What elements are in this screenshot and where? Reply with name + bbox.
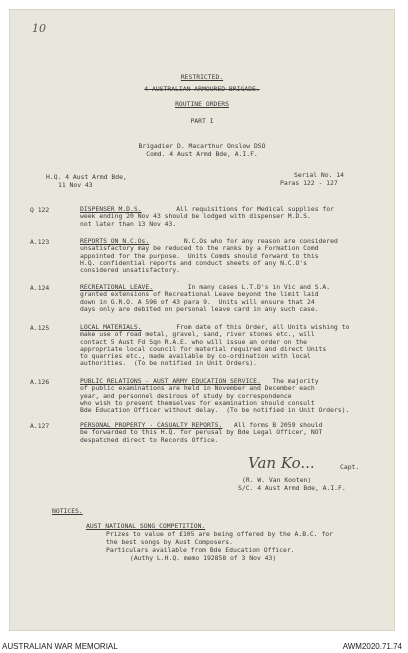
commander-role: Comd. 4 Aust Armd Bde, A.I.F. xyxy=(146,150,258,158)
hq-line: H.Q. 4 Aust Armd Bde, xyxy=(46,173,127,181)
entry-heading: PERSONAL PROPERTY - CASUALTY REPORTS. xyxy=(80,421,223,429)
archive-footer xyxy=(0,640,408,653)
signature-rank: Capt. xyxy=(340,463,360,471)
notice-line: the best songs by Aust Composers. xyxy=(106,538,233,546)
order-entry: LOCAL MATERIALS. From date of this Order, all Units wishing to make use of road metal, gravel, sand, river stones etc., will contact 5 Aust Fd Sqn R.A.E. who will issue an order on the appropriate local council for material required and direct Units to quarries etc., made available by co-ordination with local authorities. (To be notified in Unit Orders). xyxy=(80,323,350,368)
entry-number: A.126 xyxy=(30,378,50,386)
notice-line: Prizes to value of £105 are being offered by the A.B.C. for xyxy=(106,530,334,538)
entry-number: A.127 xyxy=(30,422,50,430)
signatory-name: (R. W. Van Kooten) xyxy=(242,476,312,484)
restricted-label: RESTRICTED. xyxy=(180,73,224,81)
entry-number: Q 122 xyxy=(30,206,50,214)
signatory-role: S/C. 4 Aust Armd Bde, A.I.F. xyxy=(238,484,346,492)
signature: Van Ko... xyxy=(248,454,315,472)
entry-heading: REPORTS ON N.C.Os. xyxy=(80,237,150,245)
entry-number: A.125 xyxy=(30,324,50,332)
notice-title: AUST NATIONAL SONG COMPETITION. xyxy=(86,522,206,530)
serial-number: Serial No. 14 xyxy=(294,171,345,179)
notice-line: (Authy L.H.Q. memo 192858 of 3 Nov 43) xyxy=(130,554,277,562)
document-page xyxy=(10,10,394,630)
paras-range: Paras 122 - 127 xyxy=(280,179,338,187)
order-entry: DISPENSER M.D.S. All requisitions for Medical supplies for week ending 20 Nov 43 should be lodged with dispenser M.D.S. not later than 13 Nov 43. xyxy=(80,205,334,228)
notices-heading: NOTICES. xyxy=(52,507,83,515)
entry-heading: RECREATIONAL LEAVE. xyxy=(80,283,154,291)
entry-number: A.123 xyxy=(30,238,50,246)
archive-name: AUSTRALIAN WAR MEMORIAL xyxy=(2,642,118,651)
commander-name: Brigadier D. Macarthur Onslow DSO xyxy=(138,142,266,150)
entry-heading: DISPENSER M.D.S. xyxy=(80,205,142,213)
entry-number: A.124 xyxy=(30,284,50,292)
hq-date: 11 Nov 43 xyxy=(58,181,93,189)
accession-number: AWM2020.71.74 xyxy=(342,642,402,651)
order-entry: REPORTS ON N.C.Os. N.C.Os who for any reason are considered unsatisfactory may be reduced to the ranks by a Formation Comd appointed for the purpose. Units Comds should forward to this H.Q. confidential reports and conduct sheets of any N.C.O's considered unsatisfactory. xyxy=(80,237,338,275)
document-title: ROUTINE ORDERS xyxy=(175,100,229,108)
order-entry: RECREATIONAL LEAVE. In many cases L.T.D's in Vic and S.A. granted extensions of Recreational Leave beyond the limit laid down in G.R.O. A 596 of 43 para 9. Units will ensure that 24 days only are debited on personal leave card in any such case. xyxy=(80,283,331,313)
order-entry: PERSONAL PROPERTY - CASUALTY REPORTS. All forms B 2059 should be forwarded to this H.Q. for perusal by Bde Legal Officer, NOT despatched direct to Records Office. xyxy=(80,421,323,444)
notice-line: Particulars available from Bde Education Officer. xyxy=(106,546,295,554)
entry-heading: PUBLIC RELATIONS - AUST ARMY EDUCATION SERVICE. xyxy=(80,377,261,385)
entry-heading: LOCAL MATERIALS. xyxy=(80,323,142,331)
unit-line: 4 AUSTRALIAN ARMOURED BRIGADE. xyxy=(144,85,260,93)
order-entry: PUBLIC RELATIONS - AUST ARMY EDUCATION SERVICE. The majority of public examinations are held in November and December each year, and personnel desirous of study by correspondence who wish to present themselves for examination should consult Bde Education Officer without delay. (To be notified in Unit Orders). xyxy=(80,377,350,415)
handwritten-number: 10 xyxy=(32,22,46,35)
part-label: PART I xyxy=(190,117,214,125)
